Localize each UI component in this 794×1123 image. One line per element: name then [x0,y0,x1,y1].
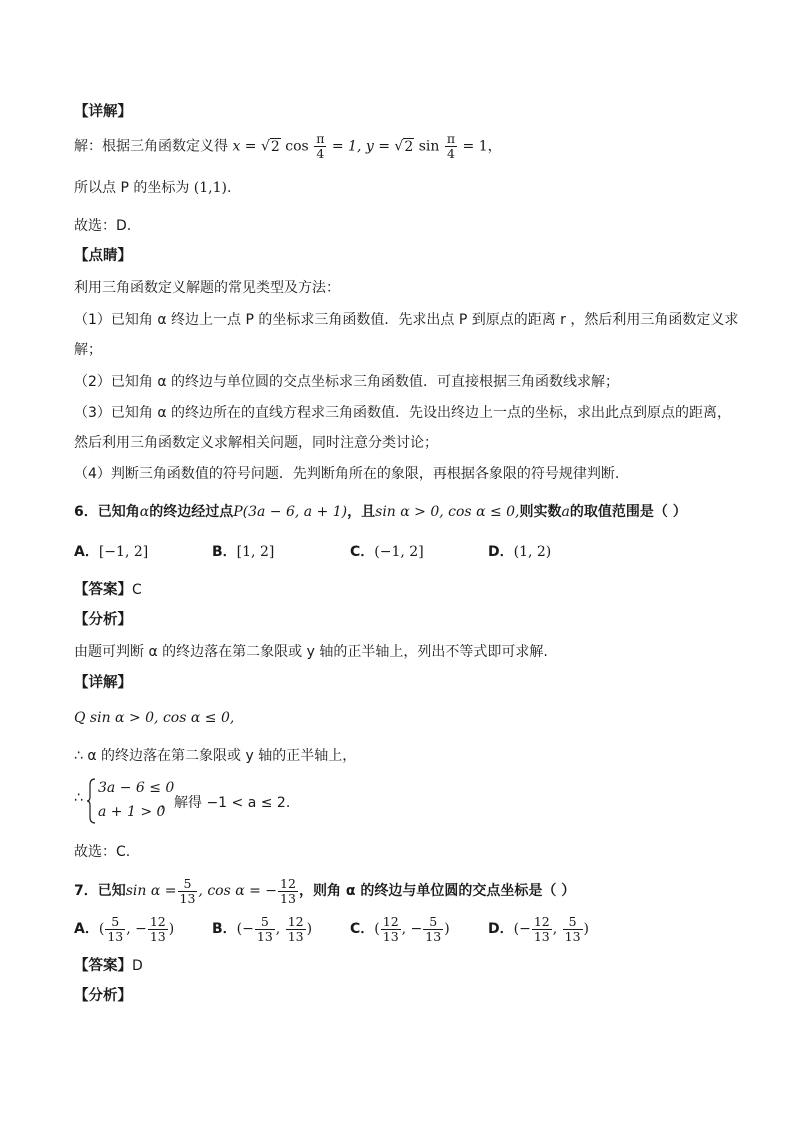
q7-den13: 13 [179,890,196,906]
q6-result: ，解得 −1 < a ≤ 2. [160,795,291,811]
q6-stem-c: ，且 [347,504,376,520]
q6-analysis: 由题可判断 α 的终边落在第二象限或 y 轴的正半轴上，列出不等式即可求解. [74,644,548,660]
q7-opt-a-sep: , − [126,921,147,937]
q7-num5: 5 [183,875,192,891]
q7-frac-5-13 [178,877,198,906]
method-1a: （1）已知角 α 终边上一点 P 的坐标求三角函数值．先求出点 P 到原点的距离 r ，然后利用三角函数定义求 [74,312,739,328]
q6-options [74,542,626,562]
method-title: 利用三角函数定义解题的常见类型及方法： [74,280,340,296]
q6-answer-value: C [132,582,142,598]
q6-analysis-tag: 【分析】 [74,612,132,628]
q7-num12: 12 [280,875,296,891]
coord-value: (1,1) [193,180,227,196]
method-2: （2）已知角 α 的终边与单位圆的交点坐标求三角函数值．可直接根据三角函数线求解； [74,374,620,390]
detail-prefix: 解：根据三角函数定义得 [74,138,228,155]
q7-frac-12-13 [278,877,298,906]
x-eq: x = [232,138,261,155]
q7-opt-d-f2 [563,915,583,944]
q6-choice: 故选：C. [74,844,131,860]
q7-opt-c-label: C． [350,921,375,937]
q6-option-b[interactable] [212,542,350,562]
q6-ineq-2: a + 1 > 0 [98,804,166,820]
coord-end: . [227,180,232,196]
frac-pi-4 [314,132,326,161]
sqrt-2b [394,138,414,155]
brace-icon [86,778,96,824]
q7-option-a[interactable] [74,914,212,944]
radicand-b: 2 [404,138,414,155]
q7-opt-d-sep: , [552,921,562,937]
q6-var: a [561,504,570,520]
frac-den: 4 [314,146,326,161]
q7-opt-c-sep: , − [401,921,423,937]
q7-opt-c-post: ) [444,921,450,937]
q7-opt-a-post: ) [168,921,175,937]
q6-option-a-value: [−1, 2] [98,544,149,560]
q7-answer-value: D [132,958,143,974]
n: 5 [429,913,438,929]
n: 12 [382,913,399,929]
q6-option-d-value: (1, 2) [513,544,552,560]
q6-option-b-value: [1, 2] [236,544,275,560]
sqrt-2 [261,138,281,155]
frac-den-b: 4 [445,146,457,161]
q6-stem-a: 6．已知角 [74,504,140,520]
q7-stem-a: 7．已知 [74,883,126,899]
q6-option-b-label: B． [212,544,237,560]
q6-option-c[interactable] [350,542,488,562]
d: 13 [107,928,124,944]
sqrt-sign: √ [260,138,270,155]
coord-line [74,178,231,198]
q6-stem [74,502,687,522]
q7-opt-b-label: B． [212,921,237,937]
n: 5 [111,913,120,929]
detail-line-1 [74,132,502,161]
q7-opt-b-sep: , [275,921,285,937]
n: 5 [260,913,269,929]
frac-num: π [316,131,325,146]
frac-pi-4b [445,132,457,161]
frac-num-b: π [446,131,456,146]
q6-step-1: Q sin α > 0, cos α ≤ 0, [74,710,235,726]
q7-opt-d-label: D． [488,921,514,937]
q7-opt-b-f1 [255,915,275,944]
q7-answer [74,956,143,976]
q7-option-c[interactable] [350,914,488,944]
q7-opt-b-pre: (− [236,921,254,937]
q7-sin: sin α = [125,883,177,899]
q7-opt-b-f2 [286,915,306,944]
q6-answer [74,580,142,600]
q7-den13b: 13 [280,890,296,906]
q6-option-c-label: C． [350,544,375,560]
q6-stem-e: 的取值范围是（ ） [569,504,687,520]
q7-analysis-tag: 【分析】 [74,988,132,1004]
d: 13 [382,928,399,944]
q7-opt-a-f1 [105,915,125,944]
cos-label: cos [285,138,309,155]
method-1b: 解； [74,342,102,358]
q7-opt-c-f2 [423,915,443,944]
d: 13 [149,928,166,944]
q6-option-d[interactable] [488,542,626,562]
method-3b: 然后利用三角函数定义求解相关问题，同时注意分类讨论； [74,435,438,451]
q7-opt-c-pre: ( [374,921,380,937]
answer-choice-prev: 故选：D. [74,218,132,234]
q6-step-2: ∴ α 的终边落在第二象限或 y 轴的正半轴上， [74,748,357,764]
q6-ineq-1: 3a − 6 ≤ 0 [98,780,175,796]
comma: ， [487,138,502,155]
n: 12 [287,913,304,929]
d: 13 [256,928,273,944]
q6-detail-tag: 【详解】 [74,675,132,691]
q7-opt-b-post: ) [306,921,313,937]
q7-opt-d-post: ) [583,921,590,937]
d: 13 [564,928,581,944]
d: 13 [425,928,442,944]
dianjing-tag: 【点睛】 [74,248,132,264]
q6-alpha: α [139,504,150,520]
q7-opt-d-pre: (− [513,921,531,937]
coord-text: 所以点 P 的坐标为 [74,180,190,196]
q6-stem-d: 则实数 [519,504,562,520]
q7-opt-a-pre: ( [98,921,105,937]
q6-therefore: ∴ [74,790,83,806]
eq-end: = 1 [462,138,488,155]
sin-label: sin [418,138,440,155]
method-4: （4）判断三角函数值的符号问题．先判断角所在的象限，再根据各象限的符号规律判断. [74,466,620,482]
q6-option-c-value: (−1, 2] [374,544,424,560]
n: 12 [149,913,166,929]
n: 5 [568,913,577,929]
detail-tag: 【详解】 [74,104,132,120]
d: 13 [287,928,304,944]
q6-option-a-label: A． [74,544,99,560]
q6-option-a[interactable] [74,542,212,562]
q7-opt-a-label: A． [74,921,99,937]
q6-cond: sin α > 0, cos α ≤ 0, [375,504,520,520]
q6-answer-tag: 【答案】 [74,582,132,598]
sqrt-sign-b: √ [394,138,404,155]
q7-stem-b: ，则角 α 的终边与单位圆的交点坐标是（ ） [298,883,576,899]
q7-options [74,914,626,944]
n: 12 [533,913,550,929]
method-3a: （3）已知角 α 的终边所在的直线方程求三角函数值．先设出终边上一点的坐标，求出此点到原点的距离， [74,405,732,421]
q7-opt-a-f2 [148,915,168,944]
q7-cos: , cos α = − [198,883,278,899]
d: 13 [533,928,550,944]
q7-option-d[interactable] [488,914,626,944]
radicand: 2 [270,138,280,155]
q6-option-d-label: D． [488,544,514,560]
q7-answer-tag: 【答案】 [74,958,132,974]
q7-stem [74,876,575,906]
q6-point: P(3a − 6, a + 1) [233,504,348,520]
q7-opt-d-f1 [532,915,552,944]
q7-option-b[interactable] [212,914,350,944]
q6-stem-b: 的终边经过点 [149,504,234,520]
eq-mid: = 1, y = [331,138,395,155]
q7-opt-c-f1 [381,915,401,944]
